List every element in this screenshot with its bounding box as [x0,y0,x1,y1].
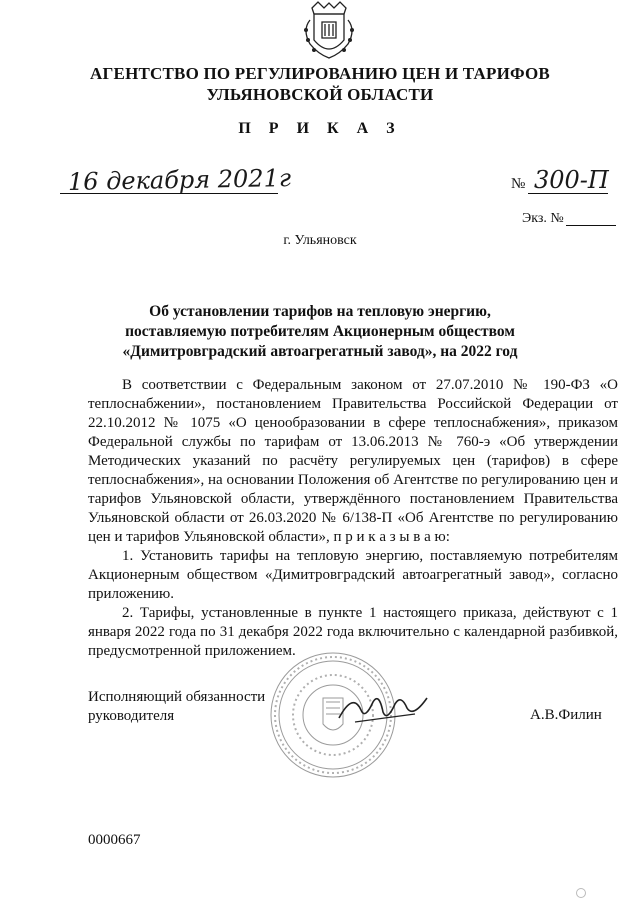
agency-name-line1: АГЕНТСТВО ПО РЕГУЛИРОВАНИЮ ЦЕН И ТАРИФОВ [90,64,550,83]
signer-name: А.В.Филин [530,707,602,723]
copy-number-label: Экз. № [522,211,564,226]
date-underline [60,193,278,194]
document-serial-number: 0000667 [88,832,141,848]
body-paragraph-preamble: В соответствии с Федеральным законом от 27.07.2010 № 190-ФЗ «О теплоснабжении», постановлением Правительства Российской Федерации от 22.10.2012 № 1075 «О ценообразовании в сфере теплоснабжения», приказом Федеральной службы по тарифам от 13.06.2013 № 760-э «Об утверждении Методических указаний по расчёту регулируемых цен (тарифов) в сфере теплоснабжения», на основании Положения об Агентстве по регулированию цен и тарифов Ульяновской области, утверждённого постановлением Правительства Ульяновской области от 26.03.2020 № 6/138-П «Об Агентстве по регулированию цен и тарифов Ульяновской области», п р и к а з ы в а ю: [88,377,618,545]
number-sign: № [511,176,526,192]
agency-name-line2: УЛЬЯНОВСКОЙ ОБЛАСТИ [206,85,434,104]
signer-position-line1: Исполняющий обязанности [88,689,266,705]
number-underline [528,193,608,194]
signer-position-line2: руководителя [88,708,175,724]
document-type-title: П Р И К А З [238,120,402,137]
copy-number-blank [566,225,616,226]
signer-position [88,688,265,726]
order-body [88,376,618,661]
order-subject-heading: Об установлении тарифов на тепловую энергию, поставляемую потребителям Акционерным обществом «Димитровградский автоагрегатный завод», на 2022 год [122,303,518,360]
body-paragraph-item-2: 2. Тарифы, установленные в пункте 1 настоящего приказа, действуют с 1 января 2022 года по 31 декабря 2022 года включительно с календарной разбивкой, предусмотренной приложением. [88,605,618,659]
order-number-handwritten: 300-П [534,166,609,194]
coat-of-arms-icon [300,0,358,62]
body-paragraph-item-1: 1. Установить тарифы на тепловую энергию, поставляемую потребителям Акционерным обществом «Димитровградский автоагрегатный завод», согласно приложению. [88,548,618,602]
margin-mark [576,888,616,902]
city-name: г. Ульяновск [283,233,357,248]
order-date-handwritten: 16 декабря 2021г [67,164,292,196]
handwritten-signature [335,688,430,728]
